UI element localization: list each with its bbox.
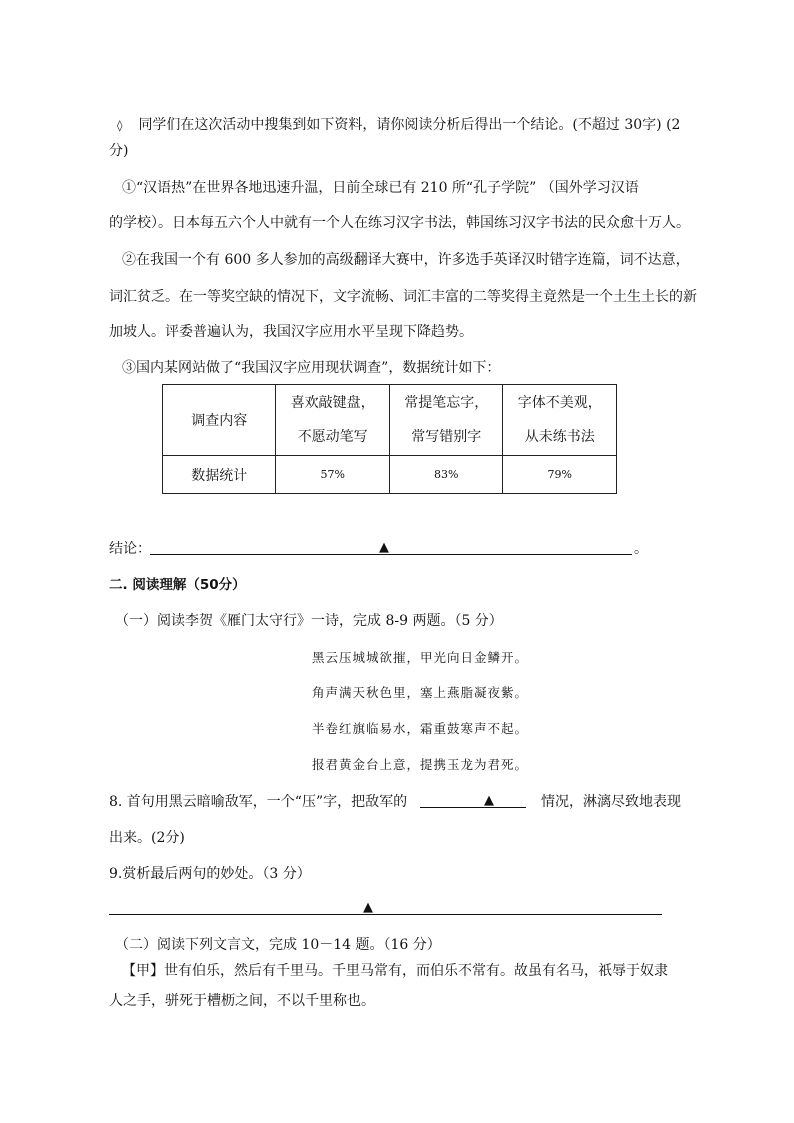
material-1-line2: 的学校）。日本每五六个人中就有一个人在练习汉字书法，韩国练习汉字书法的民众愈十万人。 <box>109 215 690 231</box>
table-cell-text: 喜欢敲键盘， <box>290 395 375 411</box>
q7-prompt-line2: 分) <box>109 143 129 159</box>
passage-jia-line1: 【甲】世有伯乐，然后有千里马。千里马常有，而伯乐不常有。故虽有名马，祇辱于奴隶 <box>122 963 668 979</box>
table-row <box>163 385 617 456</box>
q8-text-b: 情况，淋漓尽致地表现 <box>541 794 681 810</box>
table-cell-text: 字体不美观， <box>517 395 602 411</box>
table-value: 83% <box>389 456 503 494</box>
answer-triangle-marker: ▲ <box>484 793 494 808</box>
q8-text-line2: 出来。(2分) <box>109 830 185 846</box>
section-title: 二. 阅读理解（50分） <box>109 577 246 593</box>
poem-line: 角声满天秋色里，塞上燕脂凝夜紫。 <box>312 685 529 700</box>
material-2-line3: 加坡人。评委普遍认为，我国汉字应用水平呈现下降趋势。 <box>109 324 473 340</box>
table-cell-text: 不愿动笔写 <box>297 429 368 445</box>
material-3-line1: ③国内某网站做了“我国汉字应用现状调查”，数据统计如下： <box>122 360 501 376</box>
conclusion-label: 结论： <box>109 541 151 557</box>
table-cell-text: 常写错别字 <box>411 429 482 445</box>
table-cell <box>503 385 617 456</box>
answer-triangle-marker: ▲ <box>379 540 389 555</box>
passage-jia-line2: 人之手，骈死于槽枥之间，不以千里称也。 <box>109 993 375 1009</box>
conclusion-end-mark: 。 <box>634 541 648 557</box>
material-1-line1: ①“汉语热”在世界各地迅速升温，日前全球已有 210 所“孔子学院” （国外学习汉语 <box>122 180 639 196</box>
table-header-label: 调查内容 <box>163 385 276 456</box>
table-value: 79% <box>503 456 617 494</box>
question-number-glyph: ◊ <box>117 119 123 132</box>
part2-intro: （二）阅读下列文言文，完成 10－14 题。（16 分） <box>115 937 441 953</box>
q9-answer-line[interactable] <box>109 914 662 915</box>
q8-text-a: 8. 首句用黑云暗喻敌军，一个“压”字，把敌军的 <box>109 794 408 810</box>
q9-text: 9.赏析最后两句的妙处。（3 分） <box>109 866 311 882</box>
q8-answer-line[interactable] <box>420 807 526 808</box>
table-row-label: 数据统计 <box>163 456 276 494</box>
table-cell <box>276 385 390 456</box>
part1-intro: （一）阅读李贺《雁门太守行》一诗，完成 8-9 两题。（5 分） <box>115 613 503 629</box>
material-2-line1: ②在我国一个有 600 多人参加的高级翻译大赛中，许多选手英译汉时错字连篇，词不达意， <box>122 252 690 268</box>
q7-prompt-line1 <box>117 116 680 135</box>
table-cell <box>389 385 503 456</box>
poem-line: 黑云压城城欲摧，甲光向日金鳞开。 <box>312 650 529 665</box>
q7-prompt-text: 同学们在这次活动中搜集到如下资料，请你阅读分析后得出一个结论。(不超过 30字) (2 <box>138 117 681 133</box>
survey-table <box>162 384 617 494</box>
table-cell-text: 从未练书法 <box>524 429 595 445</box>
table-row <box>163 456 617 494</box>
material-2-line2: 词汇贫乏。在一等奖空缺的情况下，文字流畅、词汇丰富的二等奖得主竟然是一个土生土长的新 <box>109 289 697 305</box>
poem-line: 报君黄金台上意，提携玉龙为君死。 <box>312 757 529 772</box>
table-value: 57% <box>276 456 390 494</box>
poem-line: 半卷红旗临易水，霜重鼓寒声不起。 <box>312 721 529 736</box>
conclusion-answer-line[interactable] <box>150 554 632 555</box>
table-cell-text: 常提笔忘字， <box>404 395 489 411</box>
answer-triangle-marker: ▲ <box>363 900 373 915</box>
